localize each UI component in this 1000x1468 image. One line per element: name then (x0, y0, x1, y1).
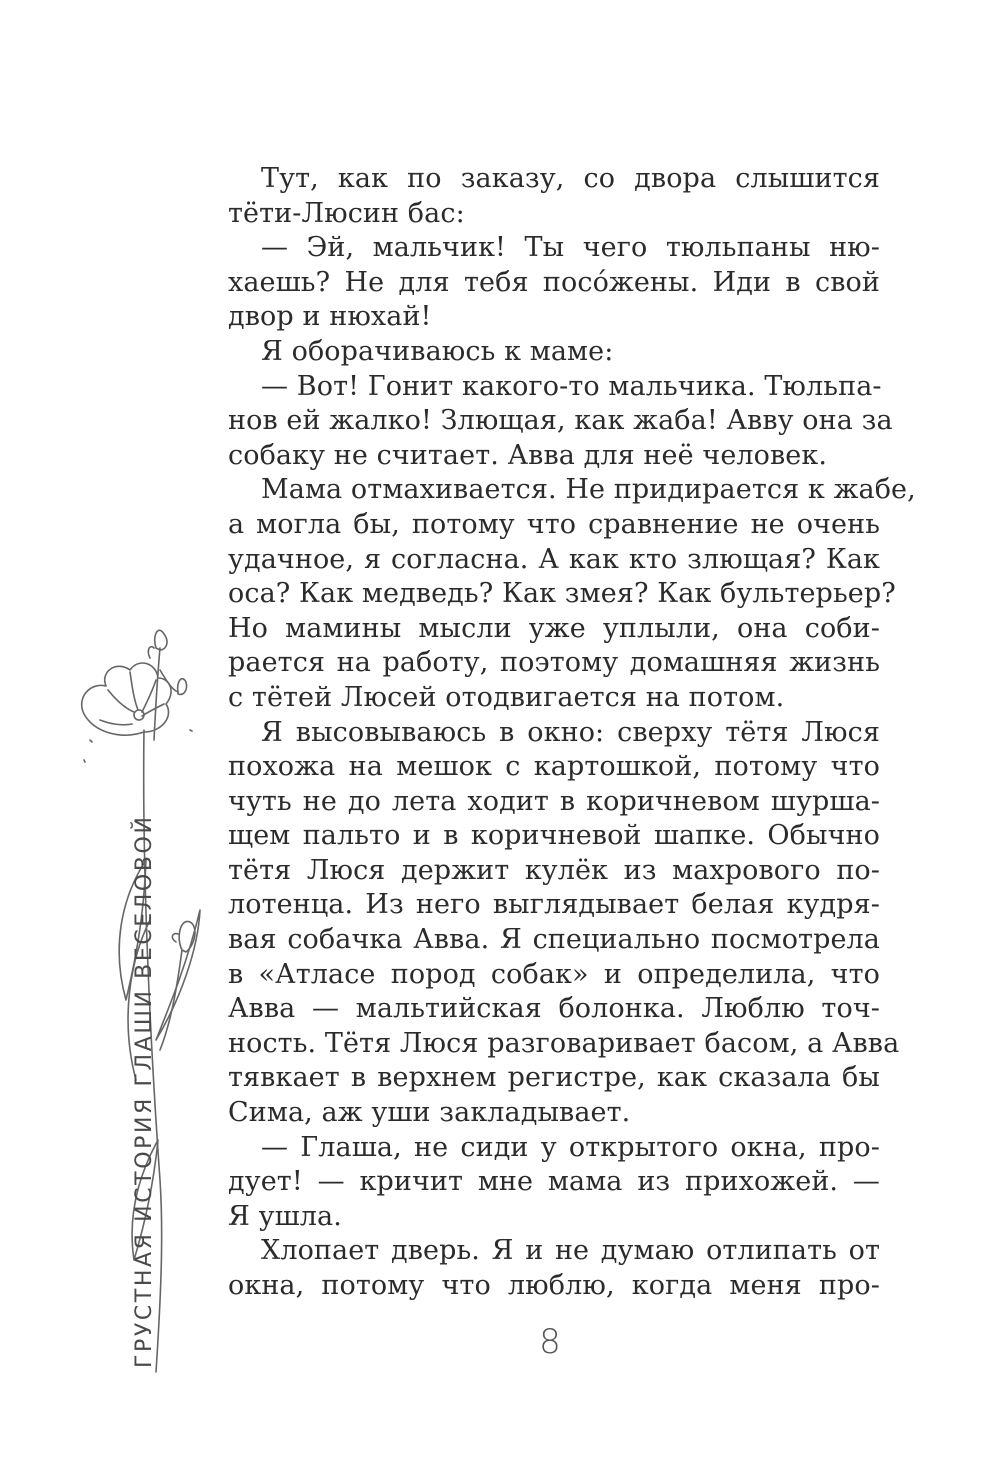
text-line: ность. Тётя Люся разговаривает басом, а Авва (228, 1027, 900, 1059)
text-line: удачное, я согласна. А как кто злющая? Как (228, 543, 880, 575)
text-line: Сима, аж уши закладывает. (228, 1097, 631, 1129)
text-line: собаку не считает. Авва для неё человек. (228, 439, 828, 471)
text-line: Тут, как по заказу, со двора слышится (261, 163, 880, 194)
page-number: 8 (539, 1322, 561, 1362)
text-line: — Вот! Гонит какого-то мальчика. Тюльпа- (261, 370, 882, 402)
text-line: с тётей Люсей отодвигается на потом. (228, 681, 785, 713)
text-line: Я высовываюсь в окно: сверху тётя Люся (261, 716, 880, 748)
text-line: тявкает в верхнем регистре, как сказала бы (228, 1062, 880, 1094)
text-line: рается на работу, поэтому домашняя жизнь (228, 647, 880, 679)
text-line: вая собачка Авва. Я специально посмотрела (228, 924, 880, 956)
text-line: тёти-Люсин бас: (228, 197, 465, 229)
text-line: двор и нюхай! (228, 301, 432, 333)
text-line: Я оборачиваюсь к маме: (261, 335, 614, 367)
text-line: Мама отмахивается. Не придирается к жабе, (261, 474, 916, 506)
text-line: щем пальто и в коричневой шапке. Обычно (228, 820, 880, 852)
text-line: — Эй, мальчик! Ты чего тюльпаны ню- (261, 232, 880, 264)
text-line: дует! — кричит мне мама из прихожей. — (228, 1166, 880, 1198)
text-line: похожа на мешок с картошкой, потому что (228, 751, 880, 783)
text-line: а могла бы, потому что сравнение не очень (228, 508, 880, 540)
text-line: Авва — мальтийская болонка. Люблю точ- (228, 993, 880, 1025)
running-title: ГРУСТНАЯ ИСТОРИЯ ГЛАШИ ВЕСЕЛОВОЙ (132, 814, 157, 1368)
text-line: в «Атласе пород собак» и определила, что (228, 958, 880, 990)
text-line: Хлопает дверь. Я и не думаю отлипать от (261, 1235, 880, 1267)
text-line: хаешь? Не для тебя посóжены. Иди в свой (228, 266, 880, 298)
text-line: — Глаша, не сиди у открытого окна, про- (261, 1131, 880, 1163)
text-line: лотенца. Из него выглядывает белая кудря- (228, 889, 880, 921)
text-line: окна, потому что люблю, когда меня про- (228, 1270, 880, 1301)
text-line: тётя Люся держит кулёк из махрового по- (228, 854, 880, 886)
text-line: чуть не до лета ходит в коричневом шурша- (228, 785, 880, 817)
body-text (228, 162, 916, 1304)
text-line: Я ушла. (228, 1200, 342, 1232)
text-line: оса? Как медведь? Как змея? Как бультерьер? (228, 578, 896, 610)
text-line: Но мамины мысли уже уплыли, она соби- (228, 612, 880, 644)
text-line: нов ей жалко! Злющая, как жаба! Авву она за (228, 405, 893, 437)
